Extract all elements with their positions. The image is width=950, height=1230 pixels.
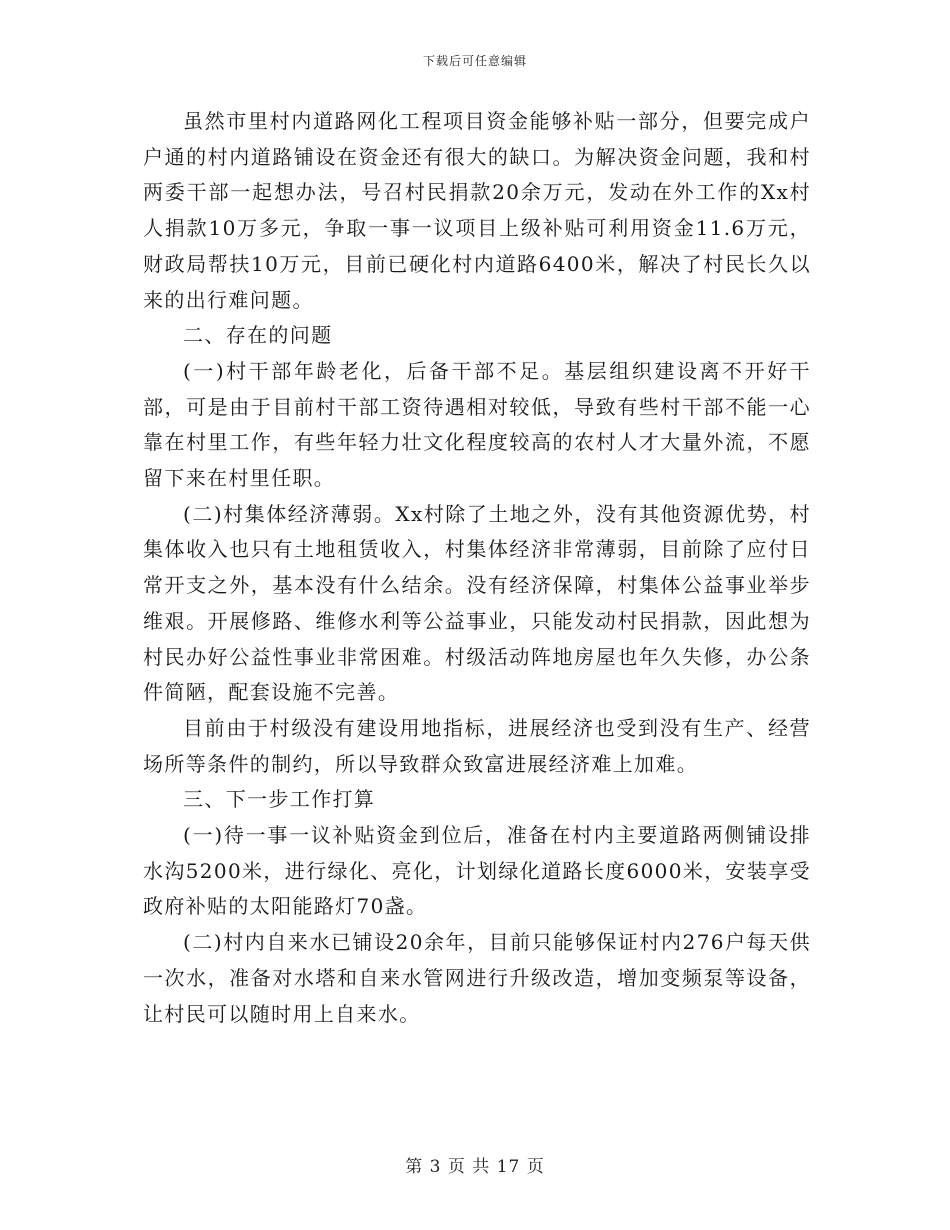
paragraph-land-constraint: 目前由于村级没有建设用地指标，进展经济也受到没有生产、经营场所等条件的制约，所以导致群众致富进展经济难上加难。 — [143, 715, 811, 776]
section-heading-next-steps: 三、下一步工作打算 — [183, 787, 376, 812]
page-header-note: 下载后可任意编辑 — [422, 54, 527, 68]
paragraph-plan-1: (一)待一事一议补贴资金到位后，准备在村内主要道路两侧铺设排水沟5200米，进行绿化、亮化，计划绿化道路长度6000米，安装享受政府补贴的太阳能路灯70盏。 — [143, 823, 811, 919]
section-heading-problems: 二、存在的问题 — [183, 323, 333, 348]
paragraph-plan-2: (二)村内自来水已铺设20余年，目前只能够保证村内276户每天供一次水，准备对水塔和自来水管网进行升级改造，增加变频泵等设备，让村民可以随时用上自来水。 — [143, 930, 811, 1026]
paragraph-problem-2: (二)村集体经济薄弱。Xx村除了土地之外，没有其他资源优势，村集体收入也只有土地租赁收入，村集体经济非常薄弱，目前除了应付日常开支之外，基本没有什么结余。没有经济保障，村集体公益事业举步维艰。开展修路、维修水利等公益事业，只能发动村民捐款，因此想为村民办好公益性事业非常困难。村级活动阵地房屋也年久失修，办公条件简陋，配套设施不完善。 — [143, 501, 811, 705]
paragraph-problem-1: (一)村干部年龄老化，后备干部不足。基层组织建设离不开好干部，可是由于目前村干部工资待遇相对较低，导致有些村干部不能一心靠在村里工作，有些年轻力壮文化程度较高的农村人才大量外流，不愿留下来在村里任职。 — [143, 358, 811, 491]
page-number-footer: 第 3 页 共 17 页 — [405, 1157, 545, 1177]
paragraph-funding: 虽然市里村内道路网化工程项目资金能够补贴一部分，但要完成户户通的村内道路铺设在资金还有很大的缺口。为解决资金问题，我和村两委干部一起想办法，号召村民捐款20余万元，发动在外工作的Xx村人捐款10万多元，争取一事一议项目上级补贴可利用资金11.6万元，财政局帮扶10万元，目前已硬化村内道路6400米，解决了村民长久以来的出行难问题。 — [143, 109, 811, 312]
document-body — [143, 104, 811, 1032]
